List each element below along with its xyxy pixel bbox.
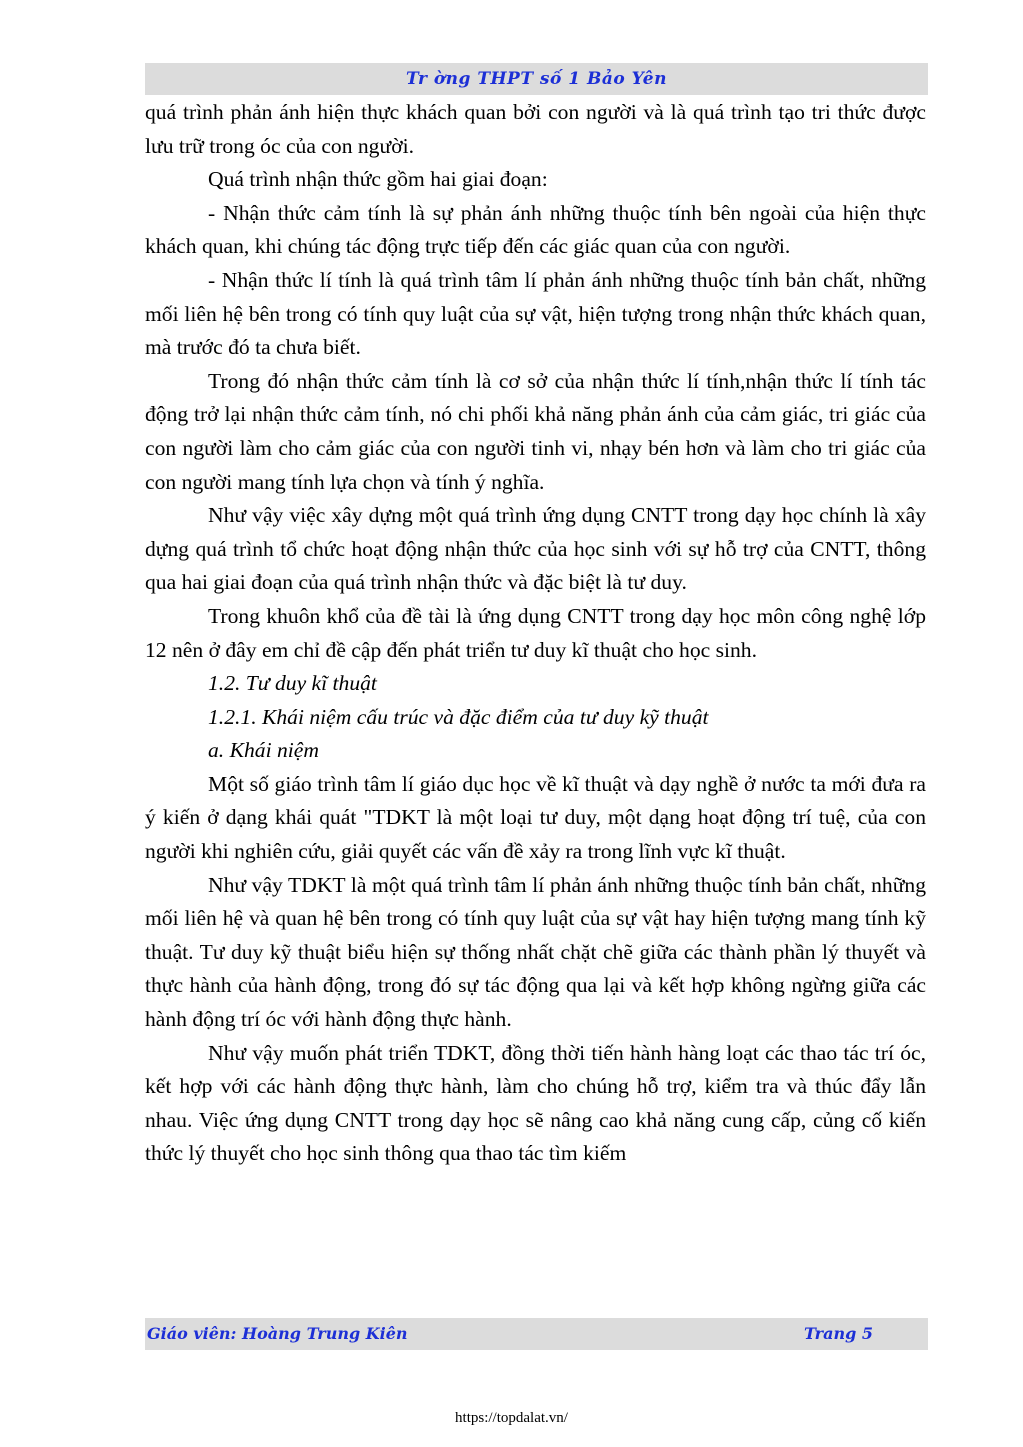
document-body: [145, 96, 926, 1171]
item-heading: a. Khái niệm: [208, 738, 319, 763]
paragraph: Một số giáo trình tâm lí giáo dục học về kĩ thuật và dạy nghề ở nước ta mới đưa ra ý kiến ở dạng khái quát "TDKT là một loại tư duy, một dạng hoạt động trí tuệ, của con người khi nghiên cứu, giải quyết các vấn đề xảy ra trong lĩnh vực kĩ thuật.: [145, 771, 926, 864]
subsection-heading: 1.2.1. Khái niệm cấu trúc và đặc điểm của tư duy kỹ thuật: [208, 704, 709, 729]
paragraph: - Nhận thức cảm tính là sự phản ánh những thuộc tính bên ngoài của hiện thực khách quan, khi chúng tác động trực tiếp đến các giác quan của con người.: [145, 200, 926, 259]
paragraph: Như vậy việc xây dựng một quá trình ứng dụng CNTT trong dạy học chính là xây dựng quá trình tổ chức hoạt động nhận thức của học sinh với sự hỗ trợ của CNTT, thông qua hai giai đoạn của quá trình nhận thức và đặc biệt là tư duy.: [145, 503, 926, 595]
section-heading: 1.2. Tư duy kĩ thuật: [208, 671, 377, 696]
teacher-name: Giáo viên: Hoàng Trung Kiên: [147, 1324, 408, 1343]
source-url: https://topdalat.vn/: [455, 1410, 568, 1426]
paragraph: Quá trình nhận thức gồm hai giai đoạn:: [208, 167, 548, 192]
paragraph: Trong đó nhận thức cảm tính là cơ sở của nhận thức lí tính,nhận thức lí tính tác động trở lại nhận thức cảm tính, nó chi phối khả năng phản ánh của cảm giác, tri giác của con người làm cho cảm giác của con người tinh vi, nhạy bén hơn và làm cho tri giác của con người mang tính lựa chọn và tính ý nghĩa.: [145, 368, 926, 494]
paragraph: - Nhận thức lí tính là quá trình tâm lí phản ánh những thuộc tính bản chất, những mối liên hệ bên trong có tính quy luật của sự vật, hiện tượng trong nhận thức khách quan, mà trước đó ta chưa biết.: [145, 267, 926, 360]
paragraph: Như vậy muốn phát triển TDKT, đồng thời tiến hành hàng loạt các thao tác trí óc, kết hợp với các hành động thực hành, làm cho chúng hỗ trợ, kiểm tra và thúc đẩy lẫn nhau. Việc ứng dụng CNTT trong dạy học sẽ nâng cao khả năng cung cấp, củng cố kiến thức lý thuyết cho học sinh thông qua thao tác tìm kiếm: [145, 1040, 926, 1166]
paragraph: quá trình phản ánh hiện thực khách quan bởi con người và là quá trình tạo tri thức được lưu trữ trong óc của con người.: [145, 100, 926, 158]
paragraph: Trong khuôn khổ của đề tài là ứng dụng CNTT trong dạy học môn công nghệ lớp 12 nên ở đây em chỉ đề cập đến phát triển tư duy kĩ thuật cho học sinh.: [145, 603, 926, 662]
page-footer: [145, 1318, 928, 1350]
paragraph: Như vậy TDKT là một quá trình tâm lí phản ánh những thuộc tính bản chất, những mối liên hệ và quan hệ bên trong có tính quy luật của sự vật hay hiện tượng mang tính kỹ thuật. Tư duy kỹ thuật biểu hiện sự thống nhất chặt chẽ giữa các thành phần lý thuyết và thực hành của hành động, trong đó sự tác động qua lại và kết hợp không ngừng giữa các hành động trí óc với hành động thực hành.: [145, 872, 926, 1032]
page-number: Trang 5: [803, 1324, 873, 1343]
school-name: Tr ờng THPT số 1 Bảo Yên: [406, 69, 667, 89]
page-header: [145, 63, 928, 95]
